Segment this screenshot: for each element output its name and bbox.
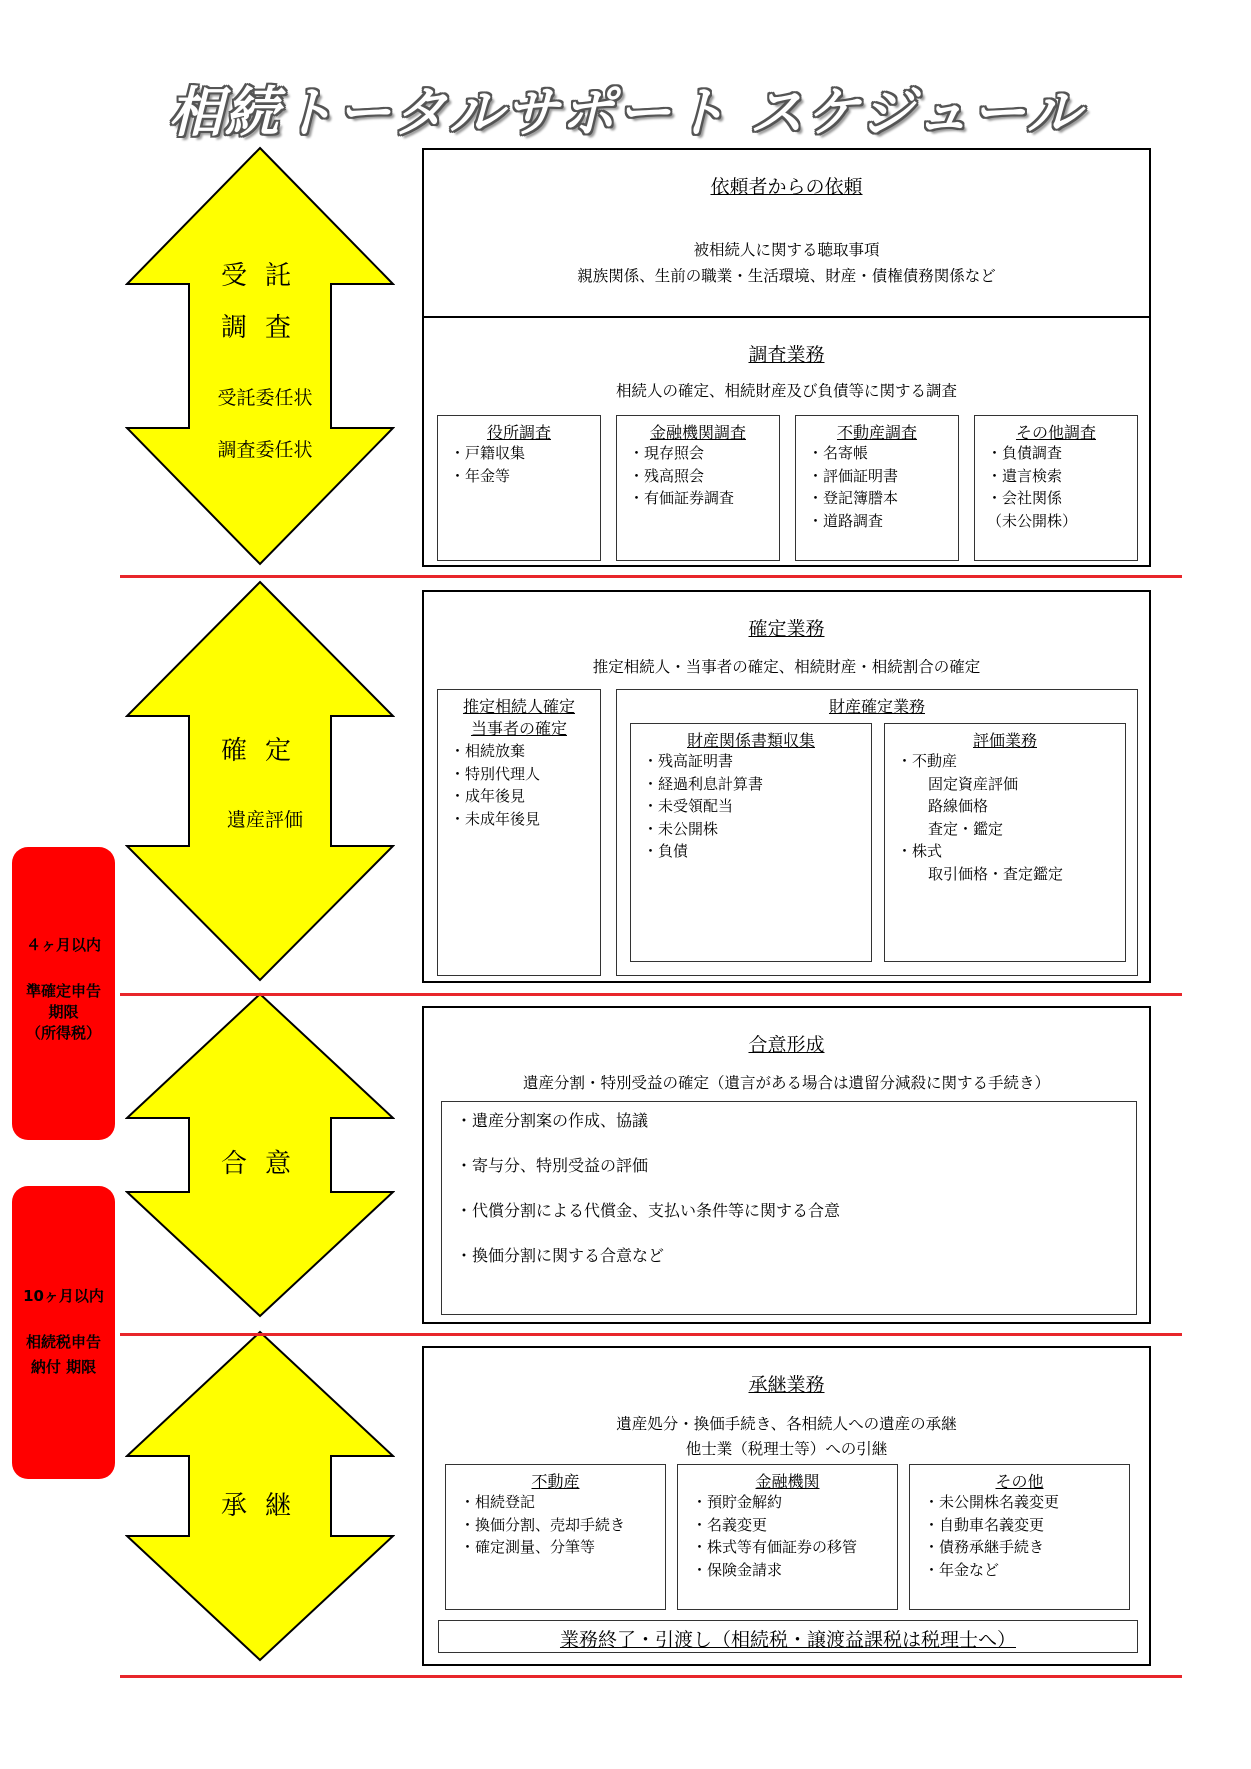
separator-line xyxy=(120,575,1182,578)
shokei-description1: 遺産処分・換価手続き、各相続人への遺産の承継 xyxy=(616,1415,957,1433)
survey-column-realestate xyxy=(795,415,959,561)
phase-chosa-label: 調査 xyxy=(220,313,309,343)
shokei-column-other xyxy=(909,1464,1130,1610)
phase-jutaku-sub2: 調査委任状 xyxy=(217,439,313,461)
section-kakutei-box xyxy=(422,590,1151,983)
deadline-badge-10months xyxy=(12,1186,115,1479)
list-item: ・負債 xyxy=(643,842,689,860)
phase-goi-label: 合意 xyxy=(220,1149,309,1179)
list-item: 取引価格・査定鑑定 xyxy=(913,864,1064,883)
list-item: ・会社関係 xyxy=(987,489,1063,507)
deadline-tax: （所得税） xyxy=(25,1024,101,1042)
request-line2: 親族関係、生前の職業・生活環境、財産・債権債務関係など xyxy=(577,267,996,285)
list-item: ・未成年後見 xyxy=(450,809,541,828)
list-item: ・残高証明書 xyxy=(643,752,734,770)
deadline-badge-4months xyxy=(12,847,115,1140)
list-item: ・株式等有価証券の移管 xyxy=(692,1538,858,1556)
heirs-box xyxy=(437,689,601,976)
list-item: ・未公開株 xyxy=(643,819,719,838)
list-item: ・経過利息計算書 xyxy=(643,774,764,793)
list-item: ・預貯金解約 xyxy=(692,1493,783,1511)
list-item: ・登記簿謄本 xyxy=(808,489,899,507)
request-line1: 被相続人に関する聴取事項 xyxy=(693,241,880,259)
final-handover-text: 業務終了・引渡し（相続税・譲渡益課税は税理士へ） xyxy=(559,1629,1016,1651)
list-item: ・負債調査 xyxy=(987,444,1063,462)
section-shokei-box xyxy=(422,1346,1151,1666)
survey-column-other xyxy=(974,415,1138,561)
shokei-description2: 他士業（税理士等）への引継 xyxy=(685,1440,888,1458)
list-item: ・年金など xyxy=(924,1560,1000,1579)
deadline-title: 相続税申告 xyxy=(25,1333,101,1351)
final-handover-box xyxy=(438,1620,1138,1653)
page-title: 相続トータルサポート スケジュール xyxy=(168,81,1083,144)
list-item: ・株式 xyxy=(897,842,943,860)
request-heading: 依頼者からの依頼 xyxy=(710,176,863,198)
deadline-period: 10ヶ月以内 xyxy=(23,1287,104,1305)
phase-jutaku-label: 受託 xyxy=(220,261,309,291)
list-item: ・年金等 xyxy=(450,466,511,485)
heirs-title1: 推定相続人確定 xyxy=(462,697,575,716)
list-item: ・相続登記 xyxy=(460,1493,536,1511)
list-item: ・名義変更 xyxy=(692,1515,768,1534)
list-item: ・換価分割、売却手続き xyxy=(460,1515,626,1534)
divider xyxy=(424,316,1149,318)
survey-description: 相続人の確定、相続財産及び負債等に関する調査 xyxy=(615,382,957,400)
column-title: 不動産 xyxy=(531,1472,580,1491)
list-item: ・代償分割による代償金、支払い条件等に関する合意 xyxy=(456,1201,841,1220)
phase-kakutei-sub: 遺産評価 xyxy=(226,809,303,831)
separator-line xyxy=(120,993,1182,996)
kakutei-description: 推定相続人・当事者の確定、相続財産・相続割合の確定 xyxy=(592,658,981,676)
docs-title: 財産関係書類収集 xyxy=(686,731,815,750)
shokei-column-bank xyxy=(677,1464,898,1610)
goi-heading: 合意形成 xyxy=(748,1034,825,1056)
list-item: ・評価証明書 xyxy=(808,466,899,485)
property-title: 財産確定業務 xyxy=(828,697,925,716)
list-item: ・相続放棄 xyxy=(450,742,526,760)
list-item: ・残高照会 xyxy=(629,466,705,485)
section-jutaku-box xyxy=(422,148,1151,567)
list-item: 固定資産評価 xyxy=(913,774,1019,793)
list-item: ・未受領配当 xyxy=(643,797,734,815)
shokei-column-realestate xyxy=(445,1464,666,1610)
list-item: 路線価格 xyxy=(913,797,989,815)
column-title: 金融機関調査 xyxy=(649,423,746,442)
list-item: ・寄与分、特別受益の評価 xyxy=(456,1156,649,1175)
property-eval-box xyxy=(884,723,1126,962)
column-title: その他調査 xyxy=(1015,423,1096,442)
list-item: ・自動車名義変更 xyxy=(924,1515,1045,1534)
list-item: （未公開株） xyxy=(987,511,1078,530)
goi-items-box xyxy=(441,1101,1137,1315)
list-item: ・戸籍収集 xyxy=(450,444,526,462)
shokei-heading: 承継業務 xyxy=(748,1374,825,1396)
section-goi-box xyxy=(422,1006,1151,1324)
list-item: ・未公開株名義変更 xyxy=(924,1493,1060,1511)
column-title: 役所調査 xyxy=(486,423,551,442)
list-item: ・現存照会 xyxy=(629,444,705,462)
list-item: ・保険金請求 xyxy=(692,1560,783,1579)
list-item: ・確定測量、分筆等 xyxy=(460,1538,596,1556)
separator-line xyxy=(120,1333,1182,1336)
list-item: ・有価証券調査 xyxy=(629,489,735,507)
list-item: ・遺産分割案の作成、協議 xyxy=(456,1111,649,1130)
list-item: ・特別代理人 xyxy=(450,764,541,783)
phase-shokei-label: 承継 xyxy=(220,1491,309,1521)
property-docs-box xyxy=(630,723,872,962)
heirs-title2: 当事者の確定 xyxy=(470,719,567,738)
arrow-kakutei xyxy=(125,580,395,982)
goi-description: 遺産分割・特別受益の確定（遺言がある場合は遺留分減殺に関する手続き） xyxy=(522,1074,1050,1092)
list-item: 査定・鑑定 xyxy=(913,819,1004,838)
survey-column-bank xyxy=(616,415,780,561)
kakutei-heading: 確定業務 xyxy=(748,618,825,640)
deadline-title: 納付 期限 xyxy=(30,1358,97,1376)
deadline-period: ４ヶ月以内 xyxy=(25,936,101,954)
column-title: 不動産調査 xyxy=(836,423,917,442)
list-item: ・債務承継手続き xyxy=(924,1538,1045,1556)
property-box xyxy=(616,689,1138,976)
deadline-title: 期限 xyxy=(48,1003,79,1021)
column-title: 金融機関 xyxy=(755,1472,820,1491)
list-item: ・換価分割に関する合意など xyxy=(456,1246,665,1265)
deadline-title: 準確定申告 xyxy=(25,982,101,1000)
list-item: ・名寄帳 xyxy=(808,444,869,462)
column-title: その他 xyxy=(995,1472,1044,1491)
list-item: ・遺言検索 xyxy=(987,466,1063,485)
arrow-jutaku xyxy=(125,146,395,566)
survey-heading: 調査業務 xyxy=(748,344,825,366)
list-item: ・成年後見 xyxy=(450,787,526,805)
list-item: ・不動産 xyxy=(897,752,958,770)
survey-column-office xyxy=(437,415,601,561)
list-item: ・道路調査 xyxy=(808,511,884,530)
phase-kakutei-label: 確定 xyxy=(220,736,309,766)
eval-title: 評価業務 xyxy=(972,731,1037,750)
separator-line xyxy=(120,1675,1182,1678)
phase-jutaku-sub1: 受託委任状 xyxy=(217,387,313,409)
